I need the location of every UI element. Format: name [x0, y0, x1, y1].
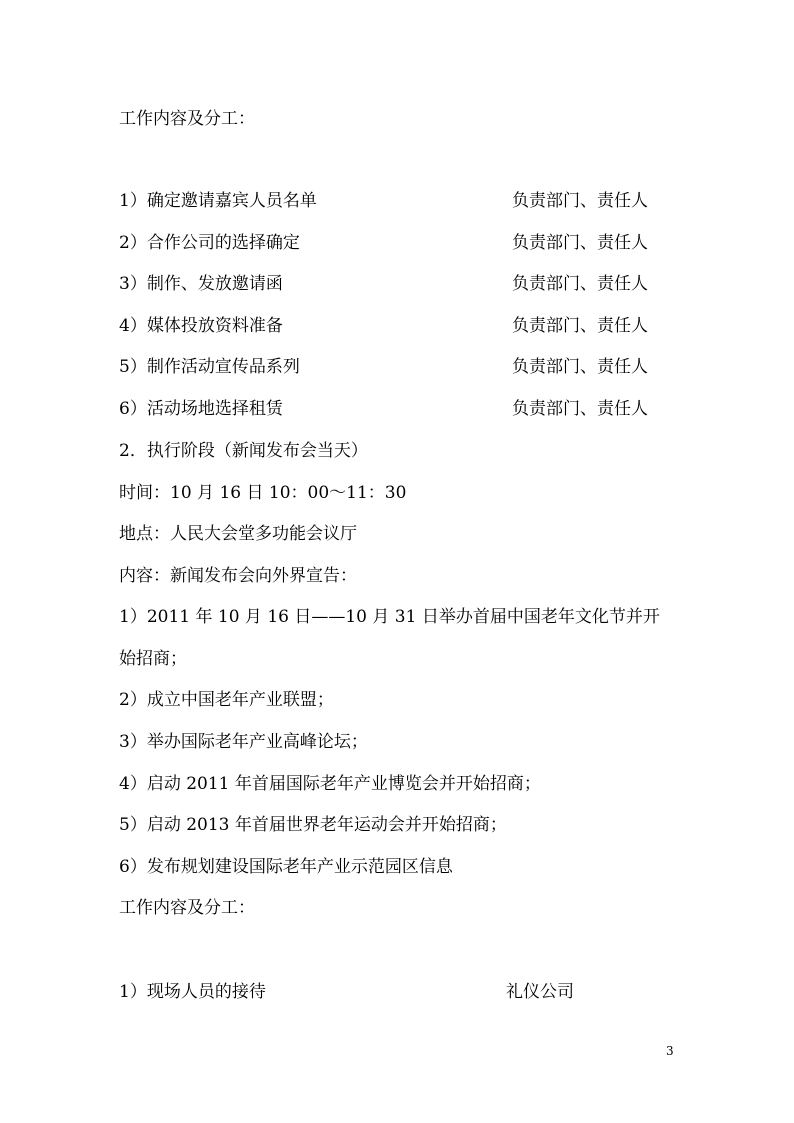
task-item: 5）制作活动宣传品系列 [119, 357, 300, 377]
task-owner: 负责部门、责任人 [512, 316, 648, 336]
task-owner: 礼仪公司 [506, 982, 574, 1002]
task-owner: 负责部门、责任人 [512, 274, 648, 294]
event-place: 地点：人民大会堂多功能会议厅 [119, 524, 357, 544]
announcement-item: 5）启动 2013 年首届世界老年运动会并开始招商； [119, 815, 507, 835]
announcement-item: 1）2011 年 10 月 16 日——10 月 31 日举办首届中国老年文化节并开 [119, 607, 660, 627]
announcement-item: 3）举办国际老年产业高峰论坛； [119, 732, 368, 752]
page-number: 3 [666, 1044, 674, 1058]
task-owner: 负责部门、责任人 [512, 357, 648, 377]
announcement-item: 2）成立中国老年产业联盟； [119, 690, 334, 710]
announcement-item: 6）发布规划建设国际老年产业示范园区信息 [119, 857, 453, 877]
task-owner: 负责部门、责任人 [512, 191, 648, 211]
section1-heading: 工作内容及分工： [119, 109, 255, 129]
task-item: 3）制作、发放邀请函 [119, 274, 283, 294]
task-owner: 负责部门、责任人 [512, 399, 648, 419]
task-owner: 负责部门、责任人 [512, 233, 648, 253]
task-item: 1）现场人员的接待 [119, 982, 266, 1002]
announcement-item: 始招商； [119, 649, 187, 669]
event-time: 时间：10 月 16 日 10：00～11：30 [119, 483, 407, 503]
announcement-item: 4）启动 2011 年首届国际老年产业博览会并开始招商； [119, 774, 541, 794]
task-item: 2）合作公司的选择确定 [119, 233, 300, 253]
task-item: 4）媒体投放资料准备 [119, 316, 283, 336]
stage-title: 2．执行阶段（新闻发布会当天） [119, 441, 368, 461]
task-item: 1）确定邀请嘉宾人员名单 [119, 191, 317, 211]
content-label: 内容：新闻发布会向外界宣告： [119, 566, 357, 586]
task-item: 6）活动场地选择租赁 [119, 399, 283, 419]
section2-heading: 工作内容及分工： [119, 898, 255, 918]
